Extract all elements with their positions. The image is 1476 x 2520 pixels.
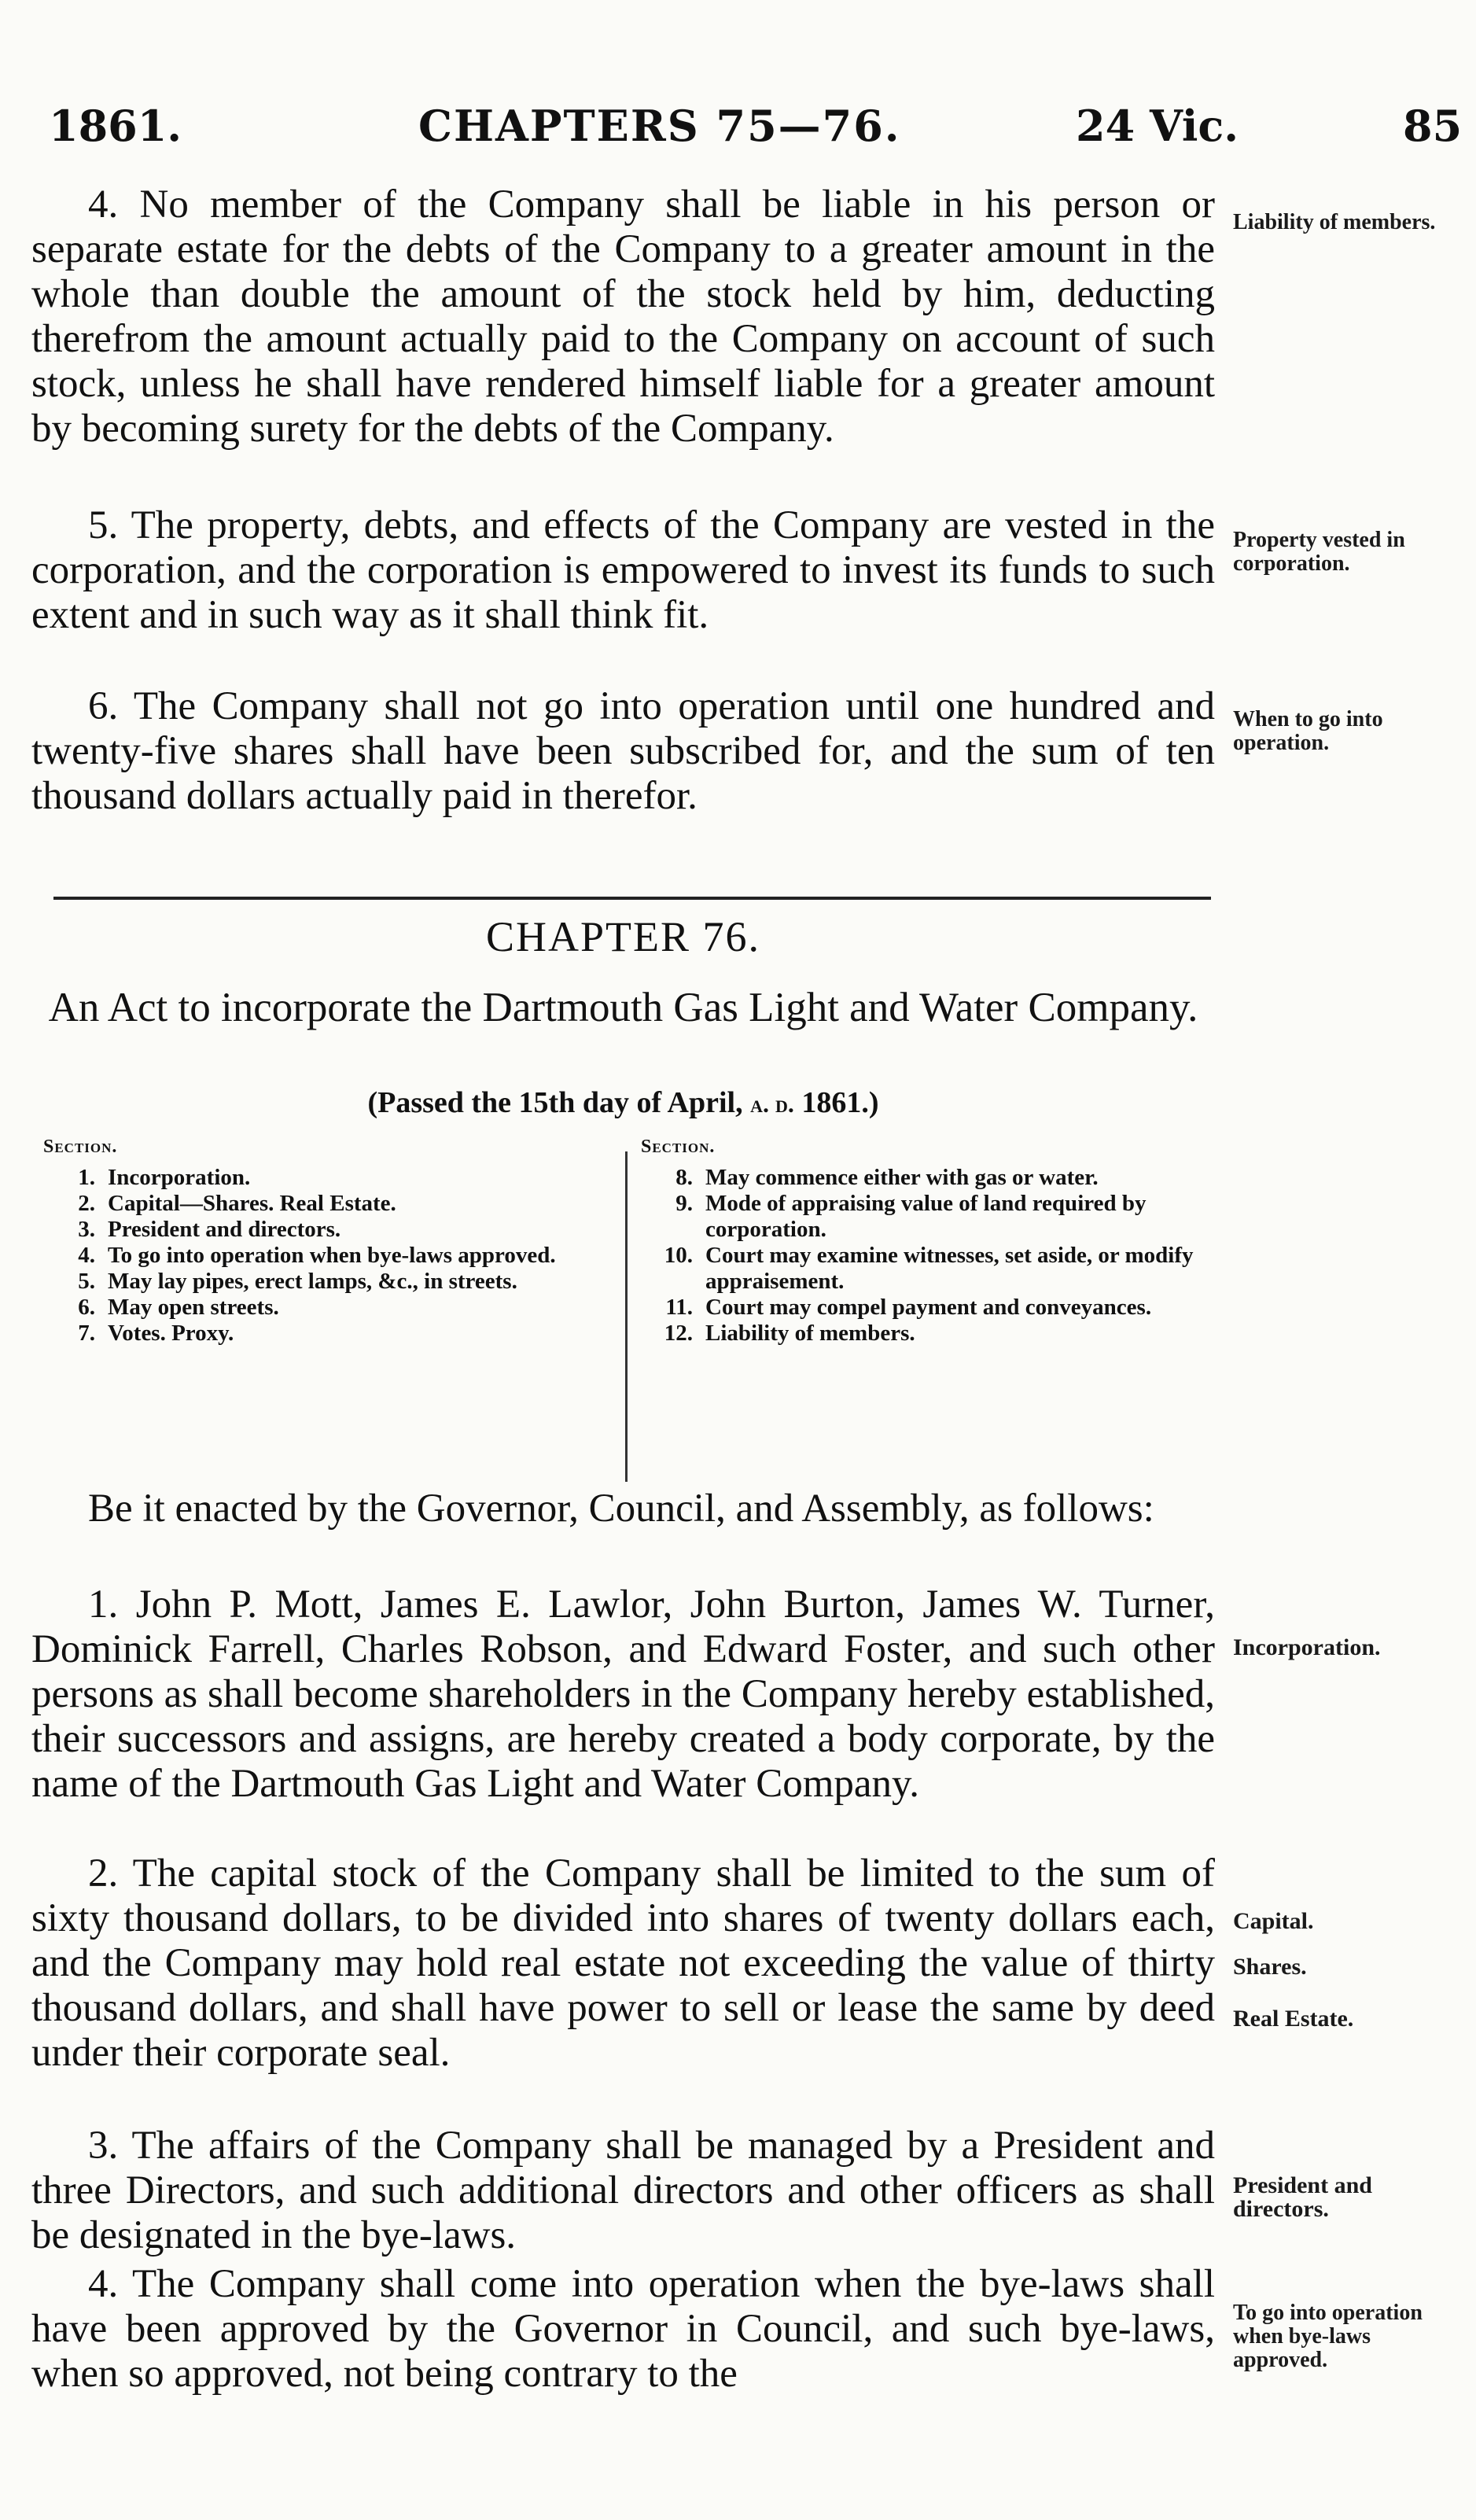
passed-year: 1861.) <box>801 1086 879 1119</box>
enacting-clause <box>31 1487 1215 1531</box>
header-year: 1861. <box>49 101 182 151</box>
summary-item: 6. May open streets. <box>78 1295 279 1320</box>
margin-note-incorporation: Incorporation. <box>1233 1634 1381 1660</box>
section-number: 1. <box>88 1582 119 1627</box>
section-number: 6. <box>88 684 119 728</box>
section-number: 4. <box>88 2262 119 2306</box>
margin-note-real-estate: Real Estate. <box>1233 2006 1354 2032</box>
page-number: 85 <box>1403 101 1463 151</box>
ch76-section-2 <box>31 1851 1215 2076</box>
summary-item: 11. Court may compel payment and conveyances. <box>665 1295 1152 1320</box>
ch75-section-5 <box>31 503 1215 638</box>
summary-item: 2. Capital—Shares. Real Estate. <box>78 1191 396 1216</box>
summary-item: 8. May commence either with gas or water. <box>675 1165 1099 1190</box>
summary-left-column <box>43 1134 617 1347</box>
section-text: The property, debts, and effects of the Company are vested in the corporation, and the corporation is empowered to invest its funds to such extent and in such way as it shall think fit. <box>31 503 1215 637</box>
enacting-text: Be it enacted by the Governor, Council, and Assembly, as follows: <box>88 1487 1154 1531</box>
ch75-section-4 <box>31 182 1215 451</box>
header-regnal-year: 24 Vic. <box>1076 101 1239 151</box>
summary-label: Section. <box>641 1137 716 1157</box>
chapter-heading: CHAPTER 76. <box>485 913 761 960</box>
section-text: No member of the Company shall be liable in his person or separate estate for the debts of the Company to a greater amount in the whole than double the amount of the stock held by him, deducting therefrom the amount actually paid to the Company on account of such stock, unless he shall have rendered himself liable for a greater amount by becoming surety for the debts of the Company. <box>31 182 1216 451</box>
summary-item: 9. Mode of appraising value of land required by corporation. <box>675 1191 1147 1242</box>
section-number: 2. <box>88 1851 119 1896</box>
summary-label: Section. <box>43 1137 118 1157</box>
ch76-section-1 <box>31 1582 1215 1807</box>
margin-note-capital: Capital. <box>1233 1908 1314 1934</box>
summary-column-divider <box>625 1151 628 1482</box>
act-title: An Act to incorporate the Dartmouth Gas Light and Water Company. <box>48 985 1198 1030</box>
margin-note-liability: Liability of members. <box>1233 210 1436 234</box>
summary-item: 12. Liability of members. <box>664 1321 915 1346</box>
section-text: The capital stock of the Company shall be limited to the sum of sixty thousand dollars, to be divided into shares of twenty dollars each, and the Company may hold real estate not exceeding the value of thirty thousand dollars, and shall have power to sell or lease the same by deed under their corporate seal. <box>31 1851 1215 2075</box>
ch76-section-4 <box>31 2262 1215 2397</box>
section-text: The affairs of the Company shall be managed by a President and three Directors, and such additional directors and other officers as shall be designated in the bye-laws. <box>31 2124 1215 2257</box>
section-summary <box>43 1134 1215 1487</box>
passed-date <box>31 1085 1215 1120</box>
margin-note-president: President and directors. <box>1233 2172 1372 2222</box>
margin-note-operation: When to go into operation. <box>1233 707 1383 755</box>
margin-note-property: Property vested in corporation. <box>1233 528 1405 576</box>
passed-prefix: (Passed the 15th day of April, <box>367 1086 743 1119</box>
section-number: 5. <box>88 503 119 547</box>
summary-item: 7. Votes. Proxy. <box>78 1321 234 1346</box>
margin-note-bye-laws: To go into operation when bye-laws approved. <box>1233 2301 1423 2372</box>
ch75-section-6 <box>31 684 1215 819</box>
ch76-section-3 <box>31 2124 1215 2258</box>
section-text: The Company shall come into operation when the bye-laws shall have been approved by the Governor in Council, and such bye-laws, when so approved, not being contrary to the <box>31 2262 1215 2396</box>
section-text: The Company shall not go into operation until one hundred and twenty-five shares shall have been subscribed for, and the sum of ten thousand dollars actually paid in therefor. <box>31 684 1215 818</box>
summary-item: 10. Court may examine witnesses, set aside, or modify appraisement. <box>664 1243 1194 1294</box>
summary-item: 4. To go into operation when bye-laws approved. <box>78 1243 556 1268</box>
summary-item: 5. May lay pipes, erect lamps, &c., in streets. <box>78 1269 517 1294</box>
margin-note-shares: Shares. <box>1233 1954 1307 1980</box>
summary-right-column <box>641 1134 1215 1347</box>
summary-item: 3. President and directors. <box>78 1217 341 1242</box>
section-number: 3. <box>88 2124 119 2168</box>
summary-item: 1. Incorporation. <box>78 1165 251 1190</box>
chapter-divider-rule <box>53 897 1211 900</box>
header-chapters: CHAPTERS 75—76. <box>418 101 901 151</box>
passed-era: a. d. <box>750 1089 794 1118</box>
section-text: John P. Mott, James E. Lawlor, John Burton, James W. Turner, Dominick Farrell, Charles Robson, and Edward Foster, and such other persons as shall become shareholders in the Company hereby established, their successors and assigns, are hereby created a body corporate, by the name of the Dartmouth Gas Light and Water Company. <box>31 1582 1216 1806</box>
section-number: 4. <box>88 182 119 227</box>
running-header <box>49 98 1463 153</box>
